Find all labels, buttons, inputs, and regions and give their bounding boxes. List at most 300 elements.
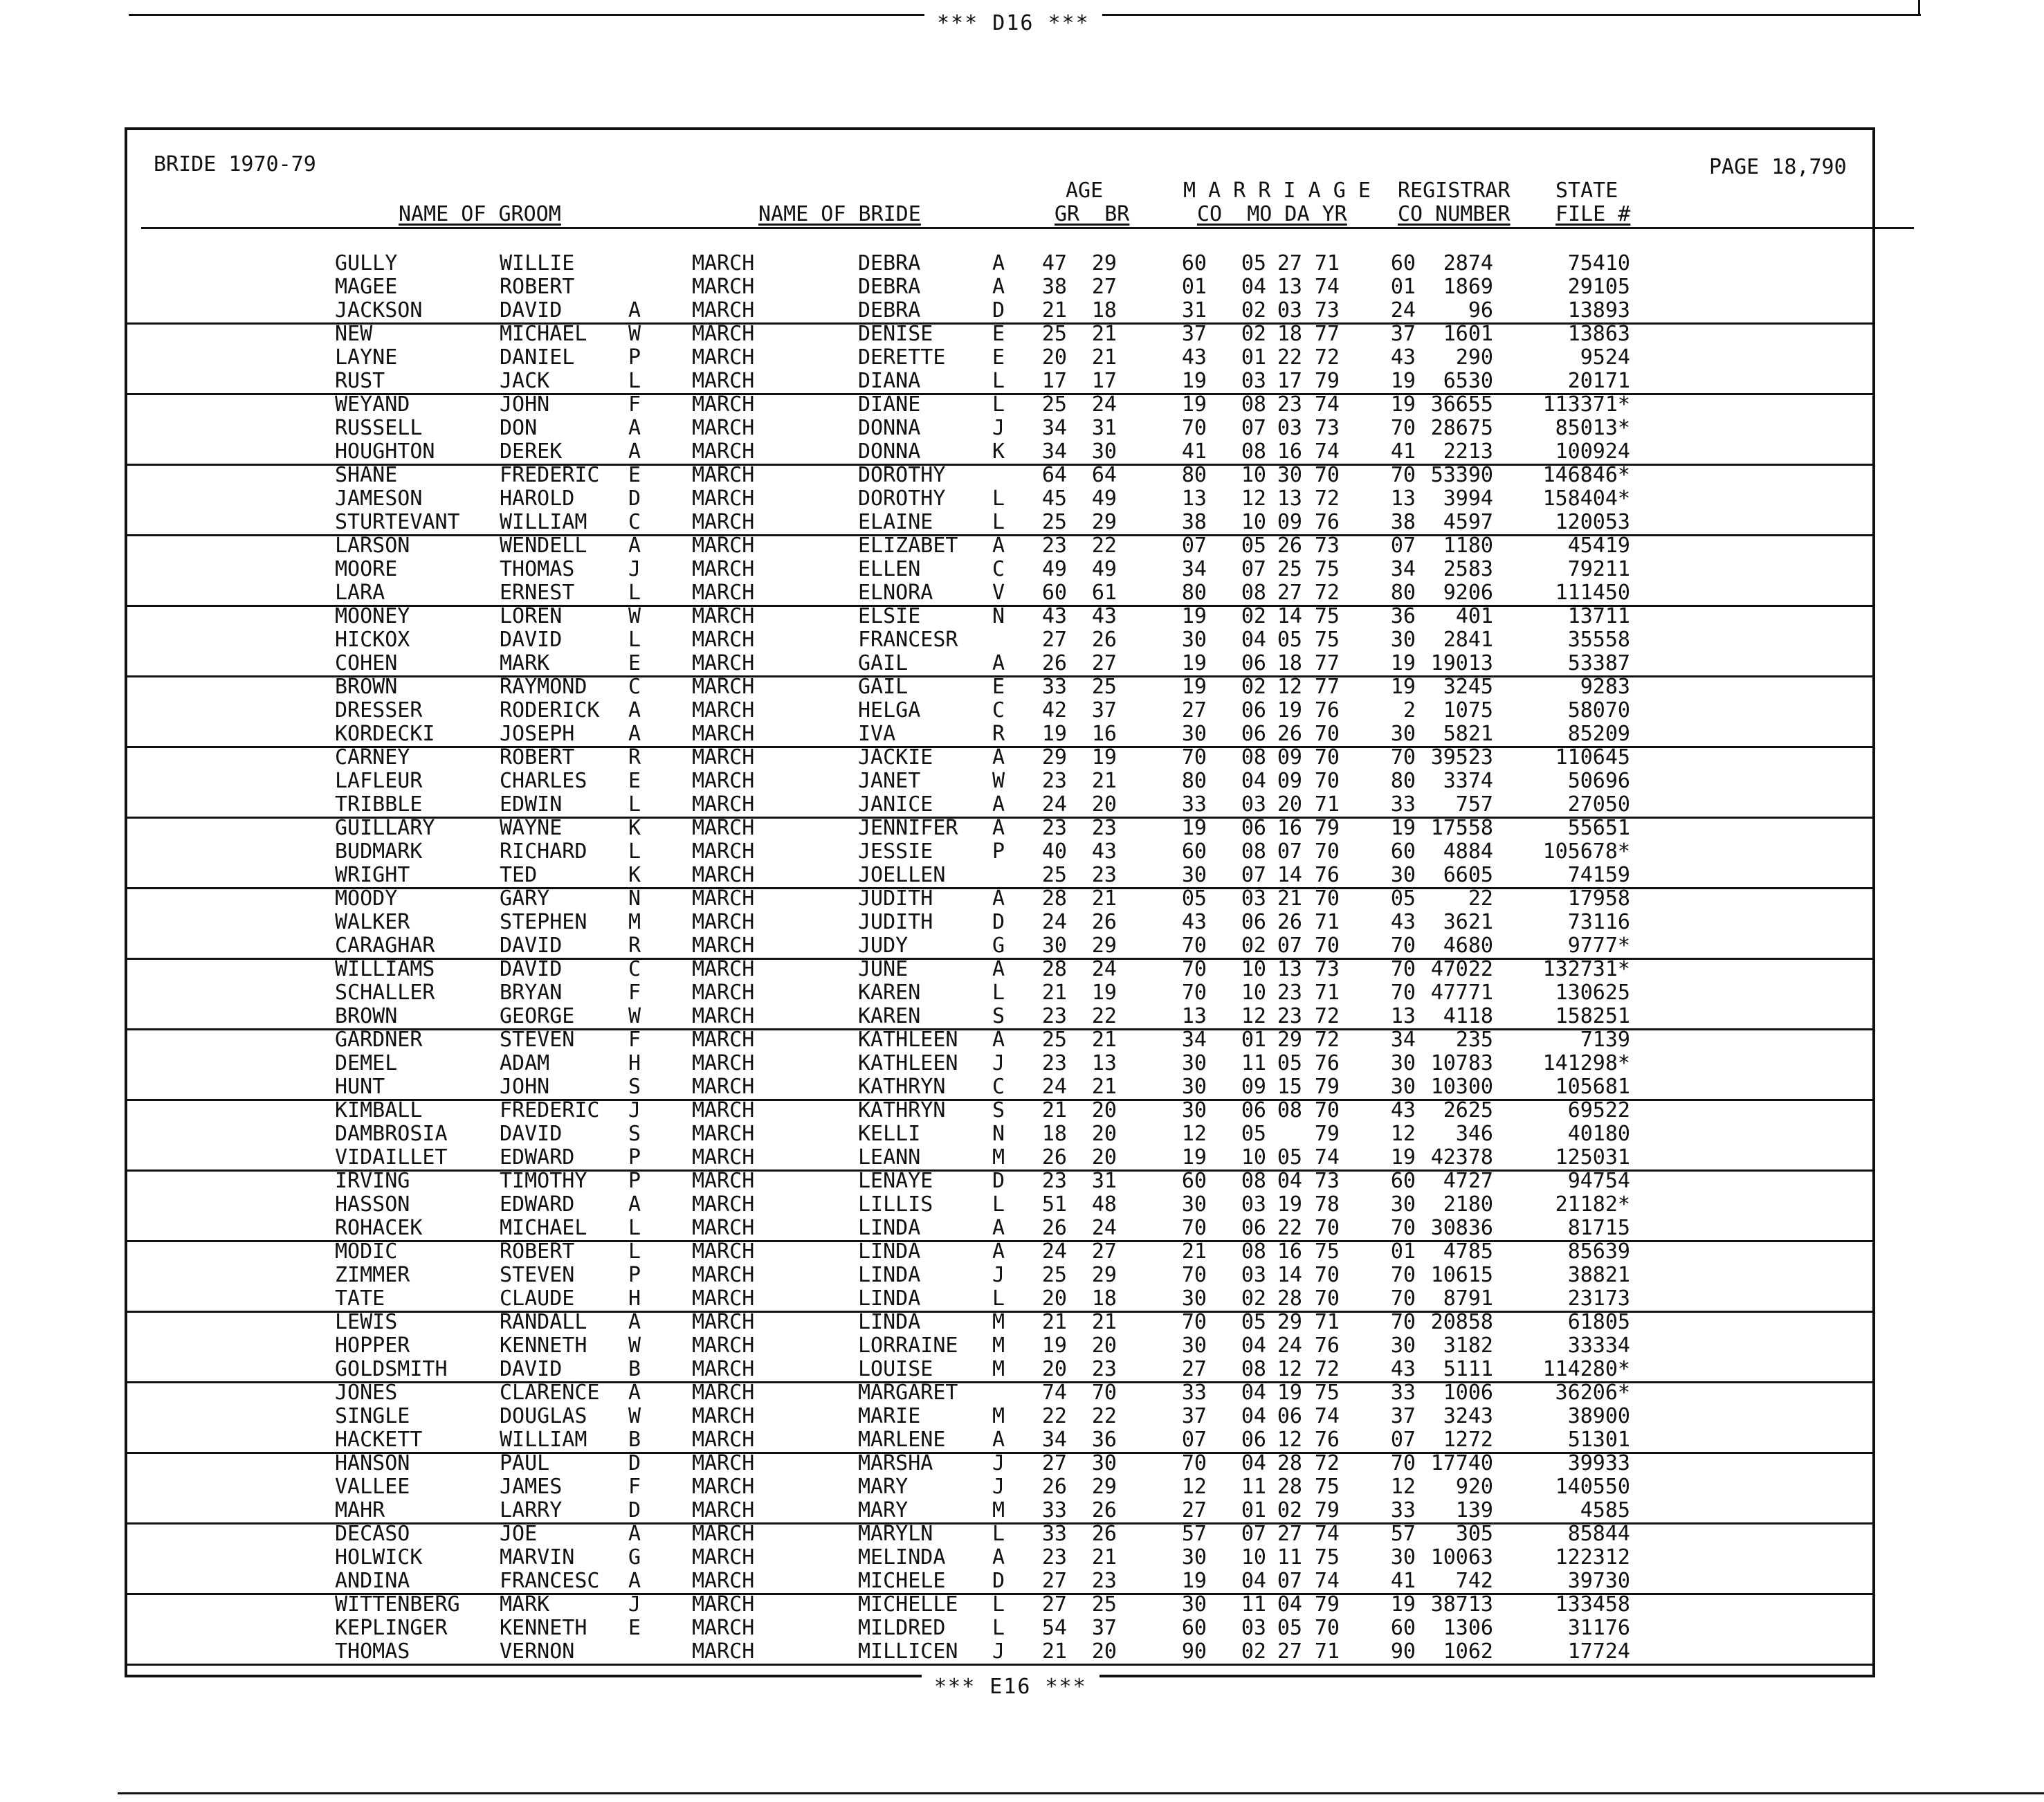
marriage-year: 71 bbox=[1314, 1639, 1340, 1664]
registrar-number: 9206 bbox=[1443, 581, 1493, 605]
marriage-year: 77 bbox=[1314, 651, 1340, 675]
marriage-month: 05 bbox=[1241, 251, 1266, 275]
registrar-county: 70 bbox=[1390, 1451, 1416, 1475]
table-row bbox=[127, 275, 1872, 299]
groom-age: 20 bbox=[1041, 1286, 1067, 1311]
bride-surname: MARCH bbox=[692, 1428, 755, 1452]
registrar-number: 6530 bbox=[1443, 369, 1493, 393]
groom-age: 43 bbox=[1041, 604, 1067, 628]
bride-age: 64 bbox=[1091, 463, 1117, 487]
marriage-county: 19 bbox=[1181, 1145, 1207, 1170]
bride-initial: D bbox=[992, 298, 1005, 322]
bride-age: 22 bbox=[1091, 1404, 1117, 1428]
registrar-number: 2625 bbox=[1443, 1098, 1493, 1122]
table-row bbox=[127, 1005, 1872, 1030]
table-row bbox=[127, 628, 1872, 652]
groom-column-header: NAME OF GROOM bbox=[399, 202, 561, 226]
groom-initial: R bbox=[628, 745, 641, 770]
bride-given-name: KATHLEEN bbox=[858, 1051, 958, 1075]
marriage-month: 10 bbox=[1241, 510, 1266, 534]
marriage-county: 30 bbox=[1181, 1051, 1207, 1075]
state-file-number: 38821 bbox=[1567, 1263, 1630, 1287]
marriage-day: 29 bbox=[1277, 1028, 1302, 1052]
state-file-number: 125031 bbox=[1555, 1145, 1630, 1170]
state-file-number: 20171 bbox=[1567, 369, 1630, 393]
groom-initial: L bbox=[628, 581, 641, 605]
groom-given-name: RICHARD bbox=[500, 839, 587, 864]
bride-age: 26 bbox=[1091, 1522, 1117, 1546]
bride-age: 37 bbox=[1091, 698, 1117, 722]
marriage-month: 04 bbox=[1241, 628, 1266, 652]
marriage-county: 13 bbox=[1181, 1004, 1207, 1028]
bride-age: 20 bbox=[1091, 1145, 1117, 1170]
table-row bbox=[127, 417, 1872, 440]
groom-surname: STURTEVANT bbox=[335, 510, 460, 534]
marriage-month: 12 bbox=[1241, 1004, 1266, 1028]
marriage-day: 27 bbox=[1277, 1639, 1302, 1664]
marriage-county: 70 bbox=[1181, 981, 1207, 1005]
bride-surname: MARCH bbox=[692, 1286, 755, 1311]
groom-initial: A bbox=[628, 534, 641, 558]
marriage-month: 05 bbox=[1241, 1310, 1266, 1334]
groom-surname: JACKSON bbox=[335, 298, 423, 322]
marriage-month: 03 bbox=[1241, 1263, 1266, 1287]
registrar-county: 70 bbox=[1390, 1286, 1416, 1311]
marriage-county: 70 bbox=[1181, 416, 1207, 440]
marriage-year: 79 bbox=[1314, 1592, 1340, 1617]
groom-age: 20 bbox=[1041, 345, 1067, 370]
marriage-month: 04 bbox=[1241, 1569, 1266, 1593]
marriage-day: 06 bbox=[1277, 1404, 1302, 1428]
groom-initial: C bbox=[628, 957, 641, 981]
marriage-year: 75 bbox=[1314, 604, 1340, 628]
bride-surname: MARCH bbox=[692, 1334, 755, 1358]
bride-given-name: MILDRED bbox=[858, 1616, 946, 1640]
groom-surname: GUILLARY bbox=[335, 816, 435, 840]
groom-surname: DEMEL bbox=[335, 1051, 398, 1075]
registrar-number: 4884 bbox=[1443, 839, 1493, 864]
groom-age: 20 bbox=[1041, 1357, 1067, 1381]
registrar-number: 17740 bbox=[1430, 1451, 1493, 1475]
marriage-county: 19 bbox=[1181, 369, 1207, 393]
bride-age: 19 bbox=[1091, 981, 1117, 1005]
marriage-month: 04 bbox=[1241, 1404, 1266, 1428]
table-row bbox=[127, 1546, 1872, 1569]
groom-given-name: PAUL bbox=[500, 1451, 550, 1475]
bride-given-name: LINDA bbox=[858, 1216, 921, 1240]
marriage-county: 19 bbox=[1181, 651, 1207, 675]
marriage-county: 27 bbox=[1181, 698, 1207, 722]
bride-given-name: MELINDA bbox=[858, 1545, 946, 1569]
registrar-number: 235 bbox=[1455, 1028, 1493, 1052]
table-row bbox=[127, 722, 1872, 748]
groom-age: 51 bbox=[1041, 1192, 1067, 1217]
groom-given-name: FREDERIC bbox=[500, 1098, 600, 1122]
bride-given-name: MILLICEN bbox=[858, 1639, 958, 1664]
marriage-day: 27 bbox=[1277, 1522, 1302, 1546]
state-file-number: 100924 bbox=[1555, 439, 1630, 464]
groom-age: 40 bbox=[1041, 839, 1067, 864]
marriage-year: 72 bbox=[1314, 581, 1340, 605]
bride-initial: J bbox=[992, 416, 1005, 440]
marriage-month: 08 bbox=[1241, 1169, 1266, 1193]
bride-initial: A bbox=[992, 1028, 1005, 1052]
bride-surname: MARCH bbox=[692, 486, 755, 511]
marriage-month: 06 bbox=[1241, 816, 1266, 840]
state-file-number: 36206* bbox=[1555, 1381, 1630, 1405]
marriage-county: 30 bbox=[1181, 1192, 1207, 1217]
groom-surname: GARDNER bbox=[335, 1028, 423, 1052]
groom-given-name: DAVID bbox=[500, 628, 563, 652]
age-header: AGE bbox=[1066, 179, 1104, 203]
marriage-year: 73 bbox=[1314, 534, 1340, 558]
registrar-county: 41 bbox=[1390, 1569, 1416, 1593]
bride-initial: L bbox=[992, 369, 1005, 393]
marriage-year: 70 bbox=[1314, 722, 1340, 746]
groom-surname: MODIC bbox=[335, 1239, 398, 1264]
marriage-year: 72 bbox=[1314, 1004, 1340, 1028]
groom-given-name: DAVID bbox=[500, 957, 563, 981]
registrar-county: 07 bbox=[1390, 534, 1416, 558]
groom-surname: ROHACEK bbox=[335, 1216, 423, 1240]
marriage-day: 12 bbox=[1277, 1357, 1302, 1381]
bride-given-name: JUDITH bbox=[858, 910, 933, 934]
marriage-day: 09 bbox=[1277, 745, 1302, 770]
registrar-county: 19 bbox=[1390, 1592, 1416, 1617]
registrar-number: 10783 bbox=[1430, 1051, 1493, 1075]
groom-initial: K bbox=[628, 816, 641, 840]
state-file-number: 73116 bbox=[1567, 910, 1630, 934]
bride-age: 49 bbox=[1091, 557, 1117, 581]
groom-surname: KORDECKI bbox=[335, 722, 435, 746]
marriage-day: 19 bbox=[1277, 1192, 1302, 1217]
bride-given-name: LILLIS bbox=[858, 1192, 933, 1217]
table-row bbox=[127, 346, 1872, 370]
marriage-month: 10 bbox=[1241, 463, 1266, 487]
registrar-county: 70 bbox=[1390, 463, 1416, 487]
table-row bbox=[127, 511, 1872, 536]
groom-given-name: RAYMOND bbox=[500, 675, 587, 699]
registrar-number: 39523 bbox=[1430, 745, 1493, 770]
groom-given-name: KENNETH bbox=[500, 1616, 587, 1640]
state-file-number: 105678* bbox=[1542, 839, 1630, 864]
marriage-month: 06 bbox=[1241, 1216, 1266, 1240]
marriage-month: 02 bbox=[1241, 1639, 1266, 1664]
table-row bbox=[127, 887, 1872, 911]
bride-given-name: MARSHA bbox=[858, 1451, 933, 1475]
registrar-number: 3182 bbox=[1443, 1334, 1493, 1358]
table-row bbox=[127, 958, 1872, 981]
table-row bbox=[127, 1240, 1872, 1264]
marriage-day: 04 bbox=[1277, 1169, 1302, 1193]
marriage-year: 79 bbox=[1314, 1122, 1340, 1146]
state-file-number: 111450 bbox=[1555, 581, 1630, 605]
table-row bbox=[127, 1381, 1872, 1405]
groom-surname: THOMAS bbox=[335, 1639, 410, 1664]
registrar-county: 13 bbox=[1390, 486, 1416, 511]
bride-surname: MARCH bbox=[692, 251, 755, 275]
marriage-month: 02 bbox=[1241, 604, 1266, 628]
marriage-county: 37 bbox=[1181, 1404, 1207, 1428]
registrar-number: 3243 bbox=[1443, 1404, 1493, 1428]
registrar-county: 19 bbox=[1390, 392, 1416, 417]
marriage-county: 70 bbox=[1181, 957, 1207, 981]
bride-surname: MARCH bbox=[692, 745, 755, 770]
marriage-month: 02 bbox=[1241, 934, 1266, 958]
registrar-county: 30 bbox=[1390, 863, 1416, 887]
bride-age: 16 bbox=[1091, 722, 1117, 746]
marriage-county: 30 bbox=[1181, 1098, 1207, 1122]
marriage-county: 60 bbox=[1181, 1169, 1207, 1193]
registrar-number: 3374 bbox=[1443, 769, 1493, 793]
bride-age: 30 bbox=[1091, 439, 1117, 464]
registrar-number: 36655 bbox=[1430, 392, 1493, 417]
marriage-county: 12 bbox=[1181, 1122, 1207, 1146]
groom-initial: L bbox=[628, 792, 641, 817]
registrar-county: 43 bbox=[1390, 1357, 1416, 1381]
groom-age: 23 bbox=[1041, 1545, 1067, 1569]
marriage-day: 18 bbox=[1277, 651, 1302, 675]
groom-given-name: STEPHEN bbox=[500, 910, 587, 934]
marriage-day: 28 bbox=[1277, 1451, 1302, 1475]
bride-initial: M bbox=[992, 1498, 1005, 1522]
groom-initial: E bbox=[628, 769, 641, 793]
bride-surname: MARCH bbox=[692, 722, 755, 746]
bride-initial: L bbox=[992, 510, 1005, 534]
table-row bbox=[127, 1522, 1872, 1546]
bride-initial: A bbox=[992, 886, 1005, 911]
registrar-number: 96 bbox=[1468, 298, 1493, 322]
groom-age: 45 bbox=[1041, 486, 1067, 511]
bride-given-name: DONNA bbox=[858, 416, 921, 440]
marriage-day: 30 bbox=[1277, 463, 1302, 487]
registrar-county: 33 bbox=[1390, 792, 1416, 817]
table-row bbox=[127, 1287, 1872, 1313]
groom-age: 28 bbox=[1041, 957, 1067, 981]
registrar-number: 47771 bbox=[1430, 981, 1493, 1005]
marriage-month: 11 bbox=[1241, 1475, 1266, 1499]
groom-age: 23 bbox=[1041, 1004, 1067, 1028]
registrar-county: 38 bbox=[1390, 510, 1416, 534]
table-row bbox=[127, 675, 1872, 699]
groom-surname: LARA bbox=[335, 581, 385, 605]
marriage-month: 03 bbox=[1241, 886, 1266, 911]
groom-given-name: WILLIE bbox=[500, 251, 575, 275]
groom-surname: HICKOX bbox=[335, 628, 410, 652]
state-file-number: 120053 bbox=[1555, 510, 1630, 534]
marriage-month: 08 bbox=[1241, 581, 1266, 605]
registrar-county: 70 bbox=[1390, 1310, 1416, 1334]
registrar-number: 4680 bbox=[1443, 934, 1493, 958]
registrar-number: 47022 bbox=[1430, 957, 1493, 981]
registrar-number: 346 bbox=[1455, 1122, 1493, 1146]
bride-surname: MARCH bbox=[692, 1263, 755, 1287]
marriage-year: 76 bbox=[1314, 1051, 1340, 1075]
bride-given-name: JESSIE bbox=[858, 839, 933, 864]
groom-initial: A bbox=[628, 1522, 641, 1546]
bride-initial: R bbox=[992, 722, 1005, 746]
marriage-county: 80 bbox=[1181, 463, 1207, 487]
groom-initial: W bbox=[628, 1334, 641, 1358]
bride-given-name: GAIL bbox=[858, 651, 909, 675]
state-file-number: 85639 bbox=[1567, 1239, 1630, 1264]
bride-surname: MARCH bbox=[692, 557, 755, 581]
bride-age: 13 bbox=[1091, 1051, 1117, 1075]
groom-age: 27 bbox=[1041, 1592, 1067, 1617]
groom-age: 23 bbox=[1041, 1169, 1067, 1193]
bride-age: 26 bbox=[1091, 1498, 1117, 1522]
groom-surname: HASSON bbox=[335, 1192, 410, 1217]
registrar-county: 60 bbox=[1390, 1169, 1416, 1193]
groom-given-name: KENNETH bbox=[500, 1334, 587, 1358]
groom-initial: A bbox=[628, 416, 641, 440]
groom-age: 22 bbox=[1041, 1404, 1067, 1428]
groom-initial: A bbox=[628, 298, 641, 322]
registrar-county: 70 bbox=[1390, 981, 1416, 1005]
groom-surname: SHANE bbox=[335, 463, 398, 487]
groom-initial: A bbox=[628, 1310, 641, 1334]
state-file-number: 114280* bbox=[1542, 1357, 1630, 1381]
bride-surname: MARCH bbox=[692, 1498, 755, 1522]
table-row bbox=[127, 1358, 1872, 1383]
registrar-county: 30 bbox=[1390, 1075, 1416, 1099]
marriage-day: 16 bbox=[1277, 1239, 1302, 1264]
marriage-year: 75 bbox=[1314, 628, 1340, 652]
top-right-tick bbox=[1918, 0, 1920, 16]
register-title: BRIDE 1970-79 bbox=[154, 152, 316, 176]
groom-age: 25 bbox=[1041, 322, 1067, 346]
marriage-year: 73 bbox=[1314, 1169, 1340, 1193]
marriage-county: 70 bbox=[1181, 934, 1207, 958]
bride-age: 29 bbox=[1091, 251, 1117, 275]
groom-initial: H bbox=[628, 1051, 641, 1075]
bride-surname: MARCH bbox=[692, 1310, 755, 1334]
marriage-county: 38 bbox=[1181, 510, 1207, 534]
groom-initial: W bbox=[628, 322, 641, 346]
groom-age: 23 bbox=[1041, 534, 1067, 558]
bride-initial: A bbox=[992, 1216, 1005, 1240]
marriage-year: 74 bbox=[1314, 439, 1340, 464]
groom-surname: NEW bbox=[335, 322, 373, 346]
bride-age: 23 bbox=[1091, 816, 1117, 840]
groom-surname: HUNT bbox=[335, 1075, 385, 1099]
groom-surname: MOONEY bbox=[335, 604, 410, 628]
registrar-number: 2874 bbox=[1443, 251, 1493, 275]
groom-given-name: ADAM bbox=[500, 1051, 550, 1075]
marriage-month: 01 bbox=[1241, 1028, 1266, 1052]
bride-age: 37 bbox=[1091, 1616, 1117, 1640]
state-file-number: 39730 bbox=[1567, 1569, 1630, 1593]
state-file-number: 55651 bbox=[1567, 816, 1630, 840]
groom-surname: WILLIAMS bbox=[335, 957, 435, 981]
groom-surname: LAFLEUR bbox=[335, 769, 423, 793]
groom-age: 64 bbox=[1041, 463, 1067, 487]
groom-age: 17 bbox=[1041, 369, 1067, 393]
groom-surname: LARSON bbox=[335, 534, 410, 558]
bride-age: 21 bbox=[1091, 769, 1117, 793]
marriage-day: 29 bbox=[1277, 1310, 1302, 1334]
bride-surname: MARCH bbox=[692, 1169, 755, 1193]
groom-given-name: STEVEN bbox=[500, 1028, 575, 1052]
state-file-number: 146846* bbox=[1542, 463, 1630, 487]
groom-surname: BROWN bbox=[335, 675, 398, 699]
bride-age: 27 bbox=[1091, 651, 1117, 675]
groom-age: 33 bbox=[1041, 1522, 1067, 1546]
groom-surname: HOPPER bbox=[335, 1334, 410, 1358]
registrar-number: 3245 bbox=[1443, 675, 1493, 699]
marriage-county: 34 bbox=[1181, 557, 1207, 581]
table-row bbox=[127, 1099, 1872, 1122]
marriage-day: 04 bbox=[1277, 1592, 1302, 1617]
marriage-month: 08 bbox=[1241, 839, 1266, 864]
bride-given-name: MARIE bbox=[858, 1404, 921, 1428]
state-file-number: 13863 bbox=[1567, 322, 1630, 346]
marriage-day: 05 bbox=[1277, 1145, 1302, 1170]
state-file-number: 4585 bbox=[1580, 1498, 1630, 1522]
bride-surname: MARCH bbox=[692, 1569, 755, 1593]
marriage-month: 01 bbox=[1241, 1498, 1266, 1522]
groom-age: 74 bbox=[1041, 1381, 1067, 1405]
bride-given-name: ELLEN bbox=[858, 557, 921, 581]
groom-given-name: ROBERT bbox=[500, 745, 575, 770]
marriage-year: 76 bbox=[1314, 698, 1340, 722]
header-rule bbox=[141, 227, 1914, 229]
groom-surname: WALKER bbox=[335, 910, 410, 934]
marriage-year: 70 bbox=[1314, 1286, 1340, 1311]
registrar-county: 90 bbox=[1390, 1639, 1416, 1664]
marriage-day: 28 bbox=[1277, 1475, 1302, 1499]
bride-age: 70 bbox=[1091, 1381, 1117, 1405]
bride-age: 24 bbox=[1091, 392, 1117, 417]
marriage-county: 12 bbox=[1181, 1475, 1207, 1499]
marriage-year: 72 bbox=[1314, 1451, 1340, 1475]
bride-given-name: KATHLEEN bbox=[858, 1028, 958, 1052]
groom-age: 26 bbox=[1041, 1145, 1067, 1170]
groom-surname: MAHR bbox=[335, 1498, 385, 1522]
groom-age: 24 bbox=[1041, 1075, 1067, 1099]
registrar-number: 4785 bbox=[1443, 1239, 1493, 1264]
bride-surname: MARCH bbox=[692, 981, 755, 1005]
groom-surname: DRESSER bbox=[335, 698, 423, 722]
bride-initial: L bbox=[992, 981, 1005, 1005]
state-file-number: 7139 bbox=[1580, 1028, 1630, 1052]
marriage-year: 74 bbox=[1314, 1404, 1340, 1428]
bride-age: 21 bbox=[1091, 1075, 1117, 1099]
groom-surname: GOLDSMITH bbox=[335, 1357, 448, 1381]
groom-initial: K bbox=[628, 863, 641, 887]
bride-given-name: KELLI bbox=[858, 1122, 921, 1146]
table-row bbox=[127, 1475, 1872, 1499]
marriage-county: 05 bbox=[1181, 886, 1207, 911]
marriage-day: 05 bbox=[1277, 628, 1302, 652]
bride-given-name: KAREN bbox=[858, 1004, 921, 1028]
groom-surname: LEWIS bbox=[335, 1310, 398, 1334]
bride-surname: MARCH bbox=[692, 698, 755, 722]
marriage-county: 01 bbox=[1181, 275, 1207, 299]
bride-surname: MARCH bbox=[692, 1475, 755, 1499]
marriage-month: 10 bbox=[1241, 981, 1266, 1005]
bride-surname: MARCH bbox=[692, 1216, 755, 1240]
registrar-number: 2180 bbox=[1443, 1192, 1493, 1217]
marriage-month: 06 bbox=[1241, 910, 1266, 934]
marriage-county: 30 bbox=[1181, 1545, 1207, 1569]
bride-surname: MARCH bbox=[692, 581, 755, 605]
groom-given-name: EDWARD bbox=[500, 1192, 575, 1217]
registrar-number: 757 bbox=[1455, 792, 1493, 817]
marriage-day: 15 bbox=[1277, 1075, 1302, 1099]
marriage-year: 72 bbox=[1314, 345, 1340, 370]
groom-given-name: TIMOTHY bbox=[500, 1169, 587, 1193]
